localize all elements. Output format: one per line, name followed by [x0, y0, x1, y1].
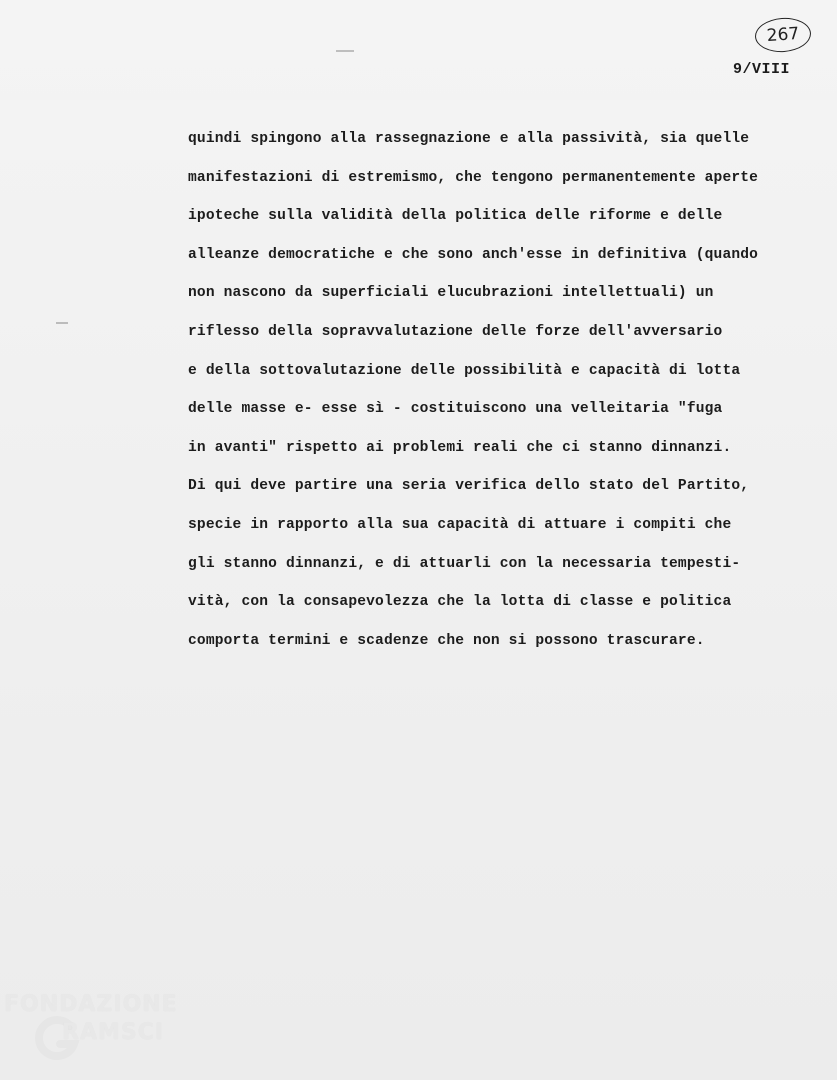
fondazione-gramsci-watermark — [4, 992, 214, 1072]
text-line: alleanze democratiche e che sono anch'esse in definitiva (quando — [188, 246, 759, 263]
text-line: delle masse e- esse sì - costituiscono una velleitaria "fuga — [188, 401, 723, 418]
watermark-line-1: FONDAZIONE — [4, 992, 178, 1017]
text-line: riflesso della sopravvalutazione delle forze dell'avversario — [188, 323, 723, 340]
margin-mark-left — [56, 322, 68, 324]
text-line: e della sottovalutazione delle possibilità e capacità di lotta — [188, 362, 741, 379]
text-line: Di qui deve partire una seria verifica dello stato del Partito, — [188, 478, 750, 495]
text-line: in avanti" rispetto ai problemi reali che ci stanno dinnanzi. — [188, 439, 732, 456]
text-line: gli stanno dinnanzi, e di attuarli con la necessaria tempesti- — [188, 555, 741, 572]
text-line: non nascono da superficiali elucubrazioni intellettuali) un — [188, 285, 714, 302]
text-line: vità, con la consapevolezza che la lotta di classe e politica — [188, 594, 732, 611]
text-line: specie in rapporto alla sua capacità di attuare i compiti che — [188, 516, 732, 533]
text-line: manifestazioni di estremismo, che tengono permanentemente aperte — [188, 169, 759, 186]
margin-mark-top — [336, 50, 354, 52]
watermark-line-2: RAMSCI — [62, 1020, 165, 1045]
sheet-reference: 9/VIII — [733, 61, 791, 78]
typewritten-body — [188, 125, 820, 665]
text-line: ipoteche sulla validità della politica delle riforme e delle — [188, 208, 723, 225]
page-number-stamp: 267 — [754, 16, 812, 54]
text-line: quindi spingono alla rassegnazione e alla passività, sia quelle — [188, 131, 750, 147]
text-line: comporta termini e scadenze che non si possono trascurare. — [188, 632, 705, 649]
